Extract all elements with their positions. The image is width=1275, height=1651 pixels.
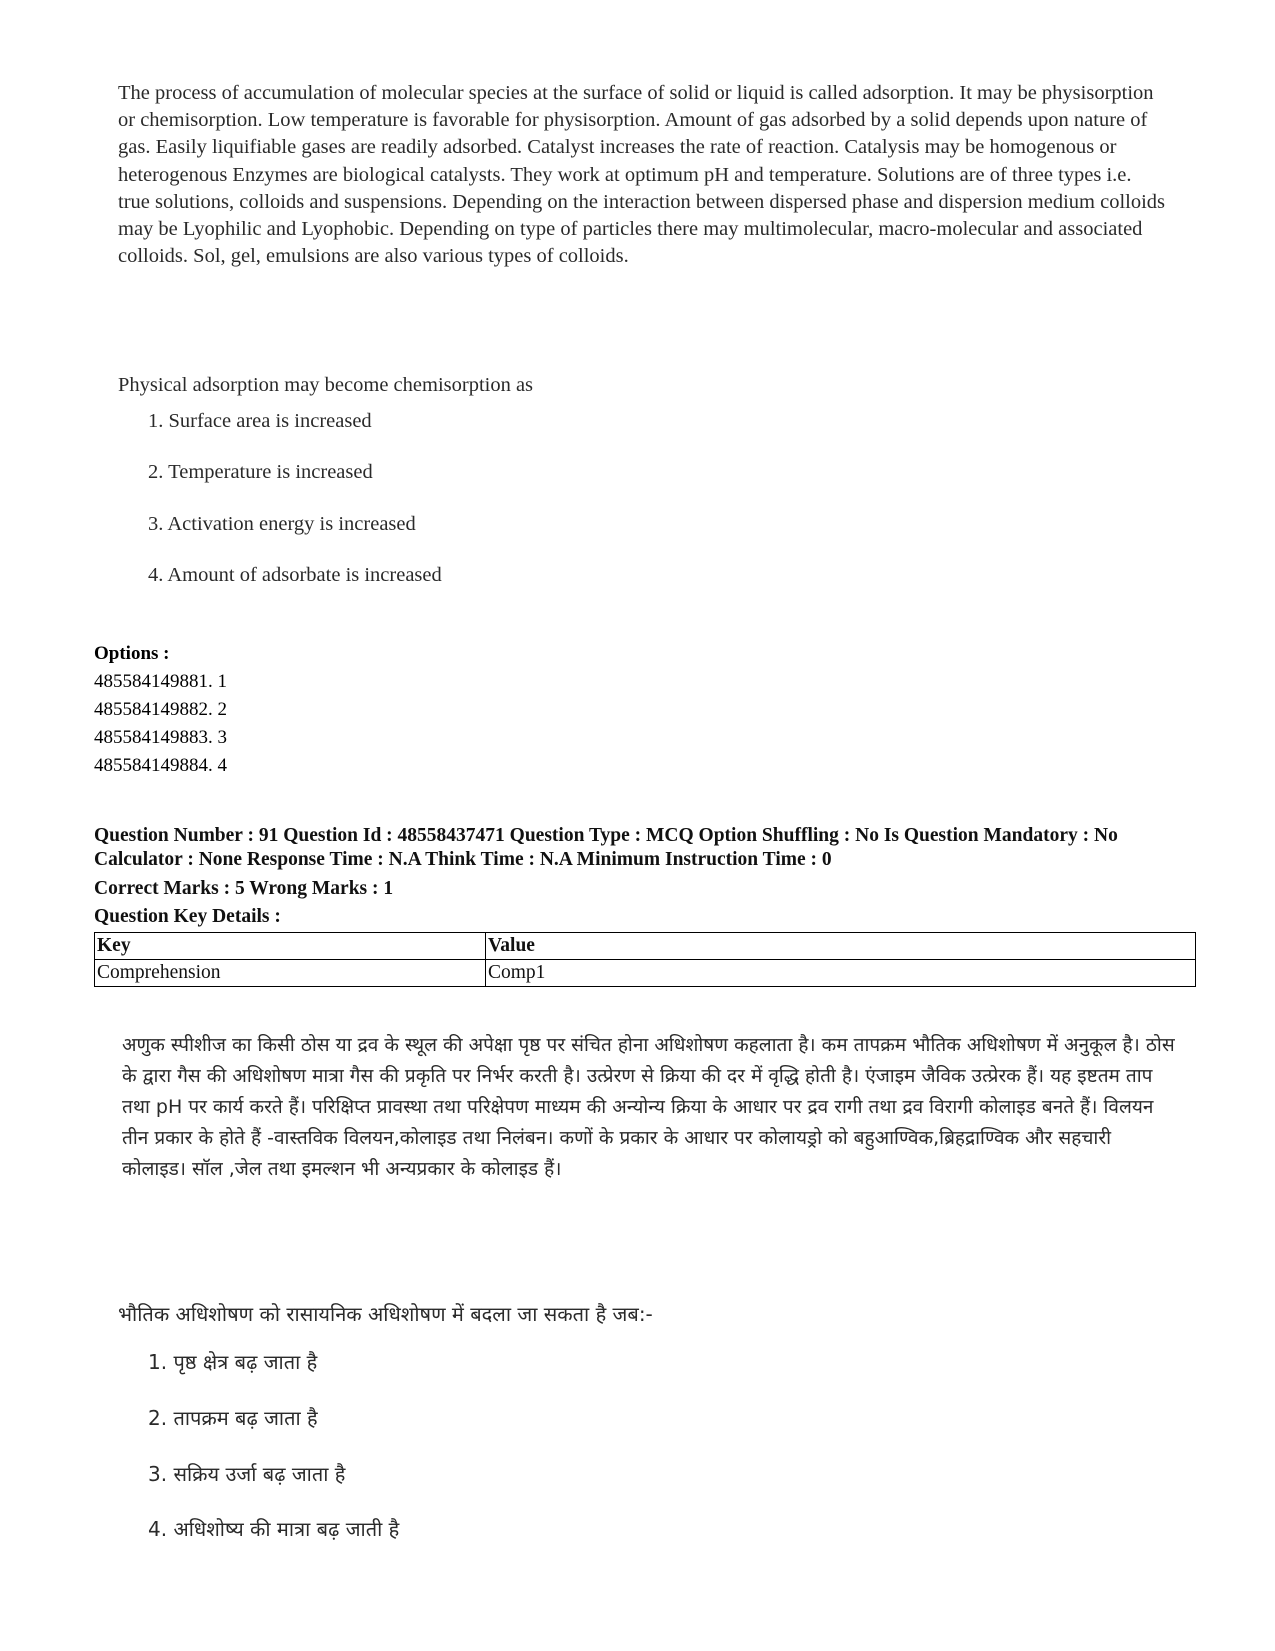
choice-hindi-2: 2. तापक्रम बढ़ जाता है [148, 1406, 318, 1430]
choice-english-2: 2. Temperature is increased [148, 461, 373, 483]
passage-hindi: अणुक स्पीशीज का किसी ठोस या द्रव के स्थूल की अपेक्षा पृष्ठ पर संचित होना अधिशोषण कहलाता है। कम तापक्रम भौतिक अधिशोषण में अनुकूल है। ठोस के द्वारा गैस की अधिशोषण मात्रा गैस की प्रकृति पर निर्भर करती है। उत्प्रेरण से क्रिया की दर में वृद्धि होती है। एंजाइम जैविक उत्प्रेरक हैं। यह इष्टतम ताप तथा pH पर कार्य करते हैं। परिक्षिप्त प्रावस्था तथा परिक्षेपण माध्यम की अन्योन्य क्रिया के आधार पर द्रव रागी तथा द्रव विरागी कोलाइड बनते हैं। विलयन तीन प्रकार के होते हैं -वास्तविक विलयन,कोलाइड तथा निलंबन। कणों के प्रकार के आधार पर कोलायड्रो को बहुआण्विक,ब्रिहद्राण्विक और सहचारी कोलाइड। सॉल ,जेल तथा इमल्शन भी अन्यप्रकार के कोलाइड हैं। [122, 1034, 1175, 1180]
passage-english: The process of accumulation of molecular species at the surface of solid or liquid is called adsorption. It may be physisorption or chemisorption. Low temperature is favorable for physisorption. Amount of gas adsorbed by a solid depends upon nature of gas. Easily liquifiable gases are readily adsorbed. Catalyst increases the rate of reaction. Catalysis may be homogenous or heterogenous Enzymes are biological catalysts. They work at optimum pH and temperature. Solutions are of three types i.e. true solutions, colloids and suspensions. Depending on the interaction between dispersed phase and dispersion medium colloids may be Lyophilic and Lyophobic. Depending on type of particles there may multimolecular, macro-molecular and associated colloids. Sol, gel, emulsions are also various types of colloids. [118, 82, 1166, 268]
cell-key: Comprehension [95, 960, 486, 987]
option-1: 485584149881. 1 [94, 671, 227, 692]
choice-english-3: 3. Activation energy is increased [148, 513, 416, 535]
choice-english-1: 1. Surface area is increased [148, 410, 372, 432]
header-value: Value [486, 933, 1196, 960]
option-3: 485584149883. 3 [94, 727, 227, 748]
question-meta: Question Number : 91 Question Id : 48558437471 Question Type : MCQ Option Shuffling : No Is Question Mandatory : No Calculator : None Response Time : N.A Think Time : N.A Minimum Instruction Time : 0 [94, 825, 1118, 870]
table-header-row [95, 933, 1196, 960]
header-key: Key [95, 933, 486, 960]
table-row [95, 960, 1196, 987]
choice-hindi-1: 1. पृष्ठ क्षेत्र बढ़ जाता है [148, 1350, 318, 1374]
option-4: 485584149884. 4 [94, 755, 227, 776]
choice-hindi-4: 4. अधिशोष्य की मात्रा बढ़ जाती है [148, 1517, 400, 1541]
options-list [94, 668, 227, 780]
marks-line: Correct Marks : 5 Wrong Marks : 1 [94, 878, 394, 899]
options-title: Options : [94, 643, 170, 664]
choice-hindi-3: 3. सक्रिय उर्जा बढ़ जाता है [148, 1462, 346, 1486]
question-stem-english: Physical adsorption may become chemisorption as [118, 374, 534, 396]
key-details-title: Question Key Details : [94, 906, 281, 927]
choice-english-4: 4. Amount of adsorbate is increased [148, 564, 442, 586]
key-details-table [94, 932, 1196, 987]
question-stem-hindi: भौतिक अधिशोषण को रासायनिक अधिशोषण में बदला जा सकता है जब:- [118, 1302, 653, 1326]
option-2: 485584149882. 2 [94, 699, 227, 720]
cell-value: Comp1 [486, 960, 1196, 987]
